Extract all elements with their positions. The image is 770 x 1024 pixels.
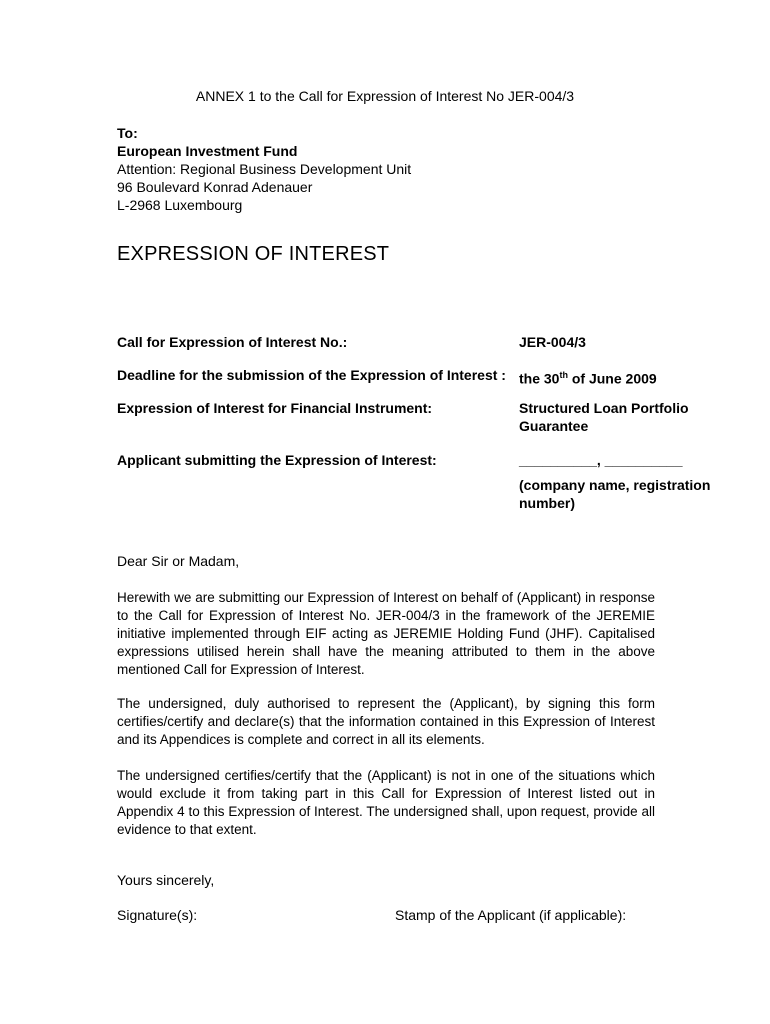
address-attention: Attention: Regional Business Development Unit — [117, 161, 412, 177]
applicant-label: Applicant submitting the Expression of Interest: — [117, 452, 437, 468]
signature-label: Signature(s): — [117, 907, 198, 923]
recipient-address — [117, 124, 411, 214]
closing: Yours sincerely, — [117, 872, 215, 888]
annex-title: ANNEX 1 to the Call for Expression of Interest No JER-004/3 — [195, 88, 575, 104]
paragraph-1 — [117, 589, 655, 679]
call-value: JER-004/3 — [519, 334, 586, 350]
deadline-label: Deadline for the submission of the Expression of Interest : — [117, 367, 506, 383]
deadline-value-sup: th — [559, 370, 568, 380]
paragraph-2 — [117, 695, 655, 749]
paragraph-2-text: The undersigned, duly authorised to represent the (Applicant), by signing this form certifies/certify and declare(s) that the information contained in this Expression of Interest and its Appendices is complete and correct in all its elements. — [117, 696, 655, 747]
paragraph-3-text: The undersigned certifies/certify that the (Applicant) is not in one of the situations which would exclude it from taking part in this Call for Expression of Interest listed out in Appendix 4 to this Expression of Interest. The undersigned shall, upon request, provide all evidence to that extent. — [117, 768, 655, 837]
instrument-value: Structured Loan Portfolio Guarantee — [519, 400, 689, 434]
document-title: EXPRESSION OF INTEREST — [117, 243, 390, 265]
stamp-label: Stamp of the Applicant (if applicable): — [395, 907, 627, 923]
salutation: Dear Sir or Madam, — [117, 553, 240, 569]
address-to: To: — [117, 125, 138, 141]
call-label: Call for Expression of Interest No.: — [117, 334, 348, 350]
address-street: 96 Boulevard Konrad Adenauer — [117, 179, 313, 195]
deadline-value-pre: the 30 — [519, 370, 560, 387]
applicant-note: (company name, registration number) — [519, 477, 711, 511]
paragraph-3 — [117, 767, 655, 839]
deadline-value — [519, 366, 719, 388]
instrument-label: Expression of Interest for Financial Instrument: — [117, 400, 433, 416]
address-org: European Investment Fund — [117, 143, 298, 159]
deadline-value-post: of June 2009 — [567, 370, 657, 387]
paragraph-1-text: Herewith we are submitting our Expression of Interest on behalf of (Applicant) in response to the Call for Expression of Interest No. JER-004/3 in the framework of the JEREMIE initiative implemented through EIF acting as JEREMIE Holding Fund (JHF). Capitalised expressions utilised herein shall have the meaning attributed to them in the above mentioned Call for Expression of Interest. — [117, 590, 655, 677]
applicant-value: __________, __________ — [519, 452, 683, 468]
address-city: L-2968 Luxembourg — [117, 197, 243, 213]
